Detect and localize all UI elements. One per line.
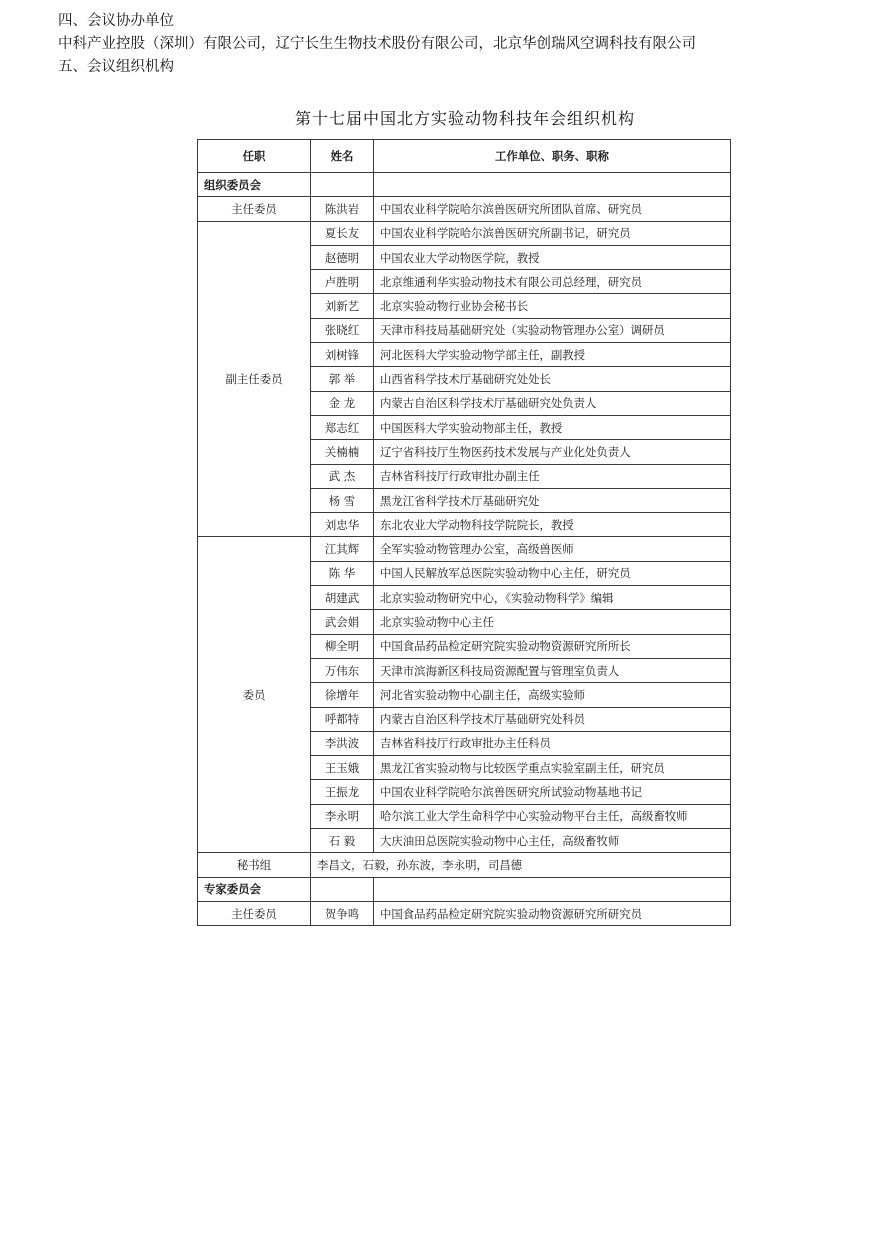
- org-committee-label: 组织委员会: [198, 173, 311, 197]
- person-name: 王玉娥: [311, 756, 374, 780]
- organization-table: [197, 139, 731, 926]
- header-position: 任职: [198, 140, 311, 173]
- empty-cell: [311, 173, 374, 197]
- secretariat-label: 秘书组: [198, 853, 311, 877]
- empty-cell: [311, 877, 374, 901]
- person-affiliation: 中国医科大学实验动物部主任，教授: [374, 415, 731, 439]
- person-affiliation: 中国农业科学院哈尔滨兽医研究所副书记，研究员: [374, 221, 731, 245]
- person-name: 柳全明: [311, 634, 374, 658]
- person-name: 夏长友: [311, 221, 374, 245]
- person-affiliation: 中国农业大学动物医学院，教授: [374, 245, 731, 269]
- person-affiliation: 全军实验动物管理办公室，高级兽医师: [374, 537, 731, 561]
- person-name: 杨 雪: [311, 488, 374, 512]
- person-name: 李洪波: [311, 731, 374, 755]
- section-heading-5: 五、会议组织机构: [58, 59, 174, 75]
- person-name: 陈洪岩: [311, 197, 374, 221]
- header-affiliation: 工作单位、职务、职称: [374, 140, 731, 173]
- person-affiliation: 内蒙古自治区科学技术厅基础研究处科员: [374, 707, 731, 731]
- person-name: 万伟东: [311, 658, 374, 682]
- expert-chair-row: [198, 901, 731, 925]
- person-name: 卢胜明: [311, 270, 374, 294]
- expert-committee-label: 专家委员会: [198, 877, 311, 901]
- vice-chair-label: 副主任委员: [198, 221, 311, 537]
- person-affiliation: 哈尔滨工业大学生命科学中心实验动物平台主任，高级畜牧师: [374, 804, 731, 828]
- person-affiliation: 河北医科大学实验动物学部主任，副教授: [374, 343, 731, 367]
- person-affiliation: 中国人民解放军总医院实验动物中心主任，研究员: [374, 561, 731, 585]
- person-affiliation: 天津市科技局基础研究处（实验动物管理办公室）调研员: [374, 318, 731, 342]
- section-row-expert-committee: [198, 877, 731, 901]
- person-name: 刘忠华: [311, 513, 374, 537]
- header-name: 姓名: [311, 140, 374, 173]
- member-row: [198, 537, 731, 561]
- person-affiliation: 内蒙古自治区科学技术厅基础研究处负责人: [374, 391, 731, 415]
- person-affiliation: 中国食品药品检定研究院实验动物资源研究所所长: [374, 634, 731, 658]
- empty-cell: [374, 173, 731, 197]
- person-affiliation: 中国农业科学院哈尔滨兽医研究所试验动物基地书记: [374, 780, 731, 804]
- empty-cell: [374, 877, 731, 901]
- person-affiliation: 北京实验动物研究中心，《实验动物科学》编辑: [374, 586, 731, 610]
- person-name: 金 龙: [311, 391, 374, 415]
- person-name: 李永明: [311, 804, 374, 828]
- person-name: 刘树锋: [311, 343, 374, 367]
- table-title: 第十七届中国北方实验动物科技年会组织机构: [294, 109, 635, 128]
- secretariat-names: 李昌文，石毅，孙东波，李永明，司昌德: [311, 853, 731, 877]
- person-affiliation: 中国农业科学院哈尔滨兽医研究所团队首席、研究员: [374, 197, 731, 221]
- person-affiliation: 大庆油田总医院实验动物中心主任，高级畜牧师: [374, 829, 731, 853]
- header-row: [198, 140, 731, 173]
- person-affiliation: 河北省实验动物中心副主任，高级实验师: [374, 683, 731, 707]
- chair-label: 主任委员: [198, 197, 311, 221]
- person-affiliation: 吉林省科技厅行政审批办主任科员: [374, 731, 731, 755]
- person-affiliation: 北京实验动物行业协会秘书长: [374, 294, 731, 318]
- person-name: 呼都特: [311, 707, 374, 731]
- person-affiliation: 吉林省科技厅行政审批办副主任: [374, 464, 731, 488]
- person-name: 江其辉: [311, 537, 374, 561]
- person-affiliation: 黑龙江省实验动物与比较医学重点实验室副主任，研究员: [374, 756, 731, 780]
- member-label: 委员: [198, 537, 311, 853]
- person-name: 徐增年: [311, 683, 374, 707]
- person-name: 武会娟: [311, 610, 374, 634]
- co-organizers-line: 中科产业控股（深圳）有限公司，辽宁长生生物技术股份有限公司，北京华创瑞风空调科技有限公司: [58, 36, 696, 52]
- person-name: 郑志红: [311, 415, 374, 439]
- person-affiliation: 辽宁省科技厅生物医药技术发展与产业化处负责人: [374, 440, 731, 464]
- expert-chair-label: 主任委员: [198, 901, 311, 925]
- person-name: 赵德明: [311, 245, 374, 269]
- person-name: 胡建武: [311, 586, 374, 610]
- person-name: 郭 举: [311, 367, 374, 391]
- person-affiliation: 黑龙江省科学技术厅基础研究处: [374, 488, 731, 512]
- section-row-org-committee: [198, 173, 731, 197]
- section-heading-4: 四、会议协办单位: [58, 13, 174, 29]
- person-name: 武 杰: [311, 464, 374, 488]
- person-name: 关楠楠: [311, 440, 374, 464]
- person-affiliation: 北京维通利华实验动物技术有限公司总经理，研究员: [374, 270, 731, 294]
- person-name: 刘新艺: [311, 294, 374, 318]
- person-name: 陈 华: [311, 561, 374, 585]
- vice-chair-row: [198, 221, 731, 245]
- person-affiliation: 山西省科学技术厅基础研究处处长: [374, 367, 731, 391]
- person-name: 石 毅: [311, 829, 374, 853]
- person-name: 贺争鸣: [311, 901, 374, 925]
- chair-row: [198, 197, 731, 221]
- person-affiliation: 北京实验动物中心主任: [374, 610, 731, 634]
- intro-section: [58, 10, 696, 79]
- person-affiliation: 天津市滨海新区科技局资源配置与管理室负责人: [374, 658, 731, 682]
- person-name: 王振龙: [311, 780, 374, 804]
- person-affiliation: 东北农业大学动物科技学院院长，教授: [374, 513, 731, 537]
- person-affiliation: 中国食品药品检定研究院实验动物资源研究所研究员: [374, 901, 731, 925]
- person-name: 张晓红: [311, 318, 374, 342]
- secretariat-row: [198, 853, 731, 877]
